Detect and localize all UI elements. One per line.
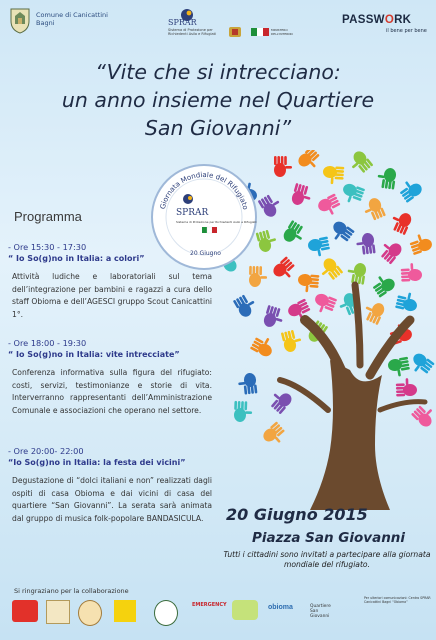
- hand-leaf: [376, 166, 397, 189]
- hand-leaf: [346, 261, 367, 285]
- title-line-2: un anno insieme nel Quartiere: [61, 88, 375, 112]
- sprar-name: SPRAR: [168, 18, 197, 27]
- badge-sub: Sistema di Protezione per Richiedenti Asilo e Rifugiati: [176, 220, 257, 224]
- sponsor-obioma: obioma: [268, 604, 293, 611]
- event-date: 20 Giugno 2015: [226, 505, 368, 524]
- thanks-label: Si ringraziano per la collaborazione: [14, 587, 129, 595]
- hand-leaf: [339, 182, 365, 206]
- hand-leaf: [281, 220, 307, 247]
- sponsor-quartiere: Quartiere San Giovanni: [310, 604, 331, 619]
- program-time-3: - Ore 20:00- 22:00: [8, 446, 84, 456]
- hand-leaf: [316, 193, 343, 219]
- sponsor-logo-2: [46, 600, 70, 624]
- comune-logo: [8, 6, 128, 36]
- hand-leaf: [250, 333, 277, 359]
- hand-leaf: [262, 305, 285, 330]
- hand-leaf: [237, 372, 257, 395]
- program-time-1: - Ore 15:30 - 17:30: [8, 242, 87, 252]
- badge-arc-text: Giornata Mondiale del Rifugiato: [158, 170, 250, 211]
- hand-leaf: [297, 273, 319, 293]
- poster-title: [0, 58, 436, 142]
- hand-leaf: [274, 156, 292, 177]
- program-desc-3: Degustazione di “dolci italiani e non” realizzati dagli ospiti di casa Obioma e dai vicini di casa del quartiere “San Giovanni”. La serata sarà animata dal gruppo di musica folk-popolare BANDASICULA.: [12, 476, 212, 523]
- hand-leaf: [396, 378, 418, 397]
- badge-sprar: SPRAR: [176, 208, 209, 218]
- hand-leaf: [388, 209, 413, 236]
- title-line-1: “Vite che si intrecciano:: [95, 60, 341, 84]
- hand-leaf: [327, 219, 355, 246]
- hand-leaf: [346, 150, 373, 176]
- sponsor-logo-5: [154, 600, 178, 626]
- seal-icon: [228, 26, 242, 38]
- badge-date: 20 Giugno: [190, 250, 221, 257]
- contact-info: Per ulteriori comunicazioni: Centro SPRAR Canicattini Bagni “Obioma”: [364, 596, 431, 604]
- program-item-3: [8, 446, 212, 525]
- sprar-logo: [168, 8, 308, 44]
- hand-leaf: [316, 256, 343, 284]
- sprar-subtitle: Sistema di Protezione per Richiedenti Asilo e Rifugiati: [168, 28, 216, 36]
- hand-leaf: [361, 299, 386, 326]
- hand-leaf: [407, 351, 435, 378]
- sponsor-logo-7: [232, 600, 258, 620]
- hand-leaf: [361, 196, 386, 222]
- hand-leaf: [307, 236, 331, 258]
- hand-leaf: [395, 290, 420, 312]
- program-title-1: “ Io So(g)no in Italia: a colori”: [8, 254, 145, 263]
- title-line-3: San Giovanni”: [144, 116, 292, 140]
- hand-leaf: [290, 183, 313, 208]
- hand-leaf: [311, 292, 337, 316]
- italian-flag-icon: [251, 28, 269, 36]
- program-time-2: - Ore 18:00 - 19:30: [8, 338, 87, 348]
- sponsor-logo-1: [12, 600, 38, 622]
- hand-leaf: [387, 357, 411, 378]
- passwork-c: RK: [394, 14, 412, 26]
- hand-leaf: [322, 166, 344, 185]
- program-desc-1: Attività ludiche e laboratoriali sul tema dell’integrazione per bambini e ragazzi a cura dello staff Obioma e dell’AGESCI gruppo Scout Canicattini 1°.: [12, 272, 212, 319]
- program-item-2: [8, 338, 212, 417]
- sponsor-emergency: EMERGENCY: [192, 602, 227, 608]
- programma-heading: Programma: [14, 209, 82, 224]
- hand-leaf: [256, 228, 279, 253]
- hand-leaf: [370, 271, 397, 298]
- sponsor-logo-4: [114, 600, 136, 622]
- sponsor-logo-3: [78, 600, 102, 626]
- hand-leaf: [400, 263, 422, 282]
- program-item-1: [8, 242, 212, 321]
- passwork-a: PASSW: [342, 14, 385, 26]
- hand-leaf: [411, 402, 436, 430]
- ministero-label: MINISTERO DELL'INTERNO: [271, 28, 293, 36]
- hand-leaf: [397, 176, 425, 203]
- program-desc-2: Conferenza informativa sulla figura del rifugiato: costi, servizi, testimonianze e storie di vita. Interverranno rappresentanti dell’Amministrazione Comunale e associazioni che operano nel settore.: [12, 368, 212, 415]
- event-invite: Tutti i cittadini sono invitati a partecipare alla giornata mondiale del rifugiato.: [223, 550, 431, 569]
- hand-leaf: [271, 256, 299, 283]
- hand-leaf: [355, 232, 375, 255]
- hand-leaf: [267, 387, 294, 415]
- hand-leaf: [281, 329, 304, 354]
- event-place: Piazza San Giovanni: [252, 530, 406, 546]
- program-title-2: “ Io So(g)no in Italia: vite intrecciate”: [8, 350, 180, 359]
- hand-leaf: [261, 421, 289, 448]
- crest-icon: [8, 6, 32, 34]
- hand-leaf: [258, 192, 284, 219]
- tree-trunk: [310, 360, 390, 510]
- hand-leaf: [233, 292, 259, 319]
- comune-name: Comune di Canicattini Bagni: [36, 11, 108, 27]
- hand-leaf: [296, 150, 324, 174]
- passwork-tagline: il bene per bene: [386, 28, 427, 34]
- hand-leaf: [377, 237, 404, 265]
- passwork-logo: [342, 14, 432, 44]
- program-title-3: “Io So(g)no in Italia: la festa dei vicini”: [8, 458, 186, 467]
- hand-leaf: [408, 231, 434, 255]
- hand-leaf: [234, 401, 253, 423]
- passwork-o: O: [384, 14, 395, 26]
